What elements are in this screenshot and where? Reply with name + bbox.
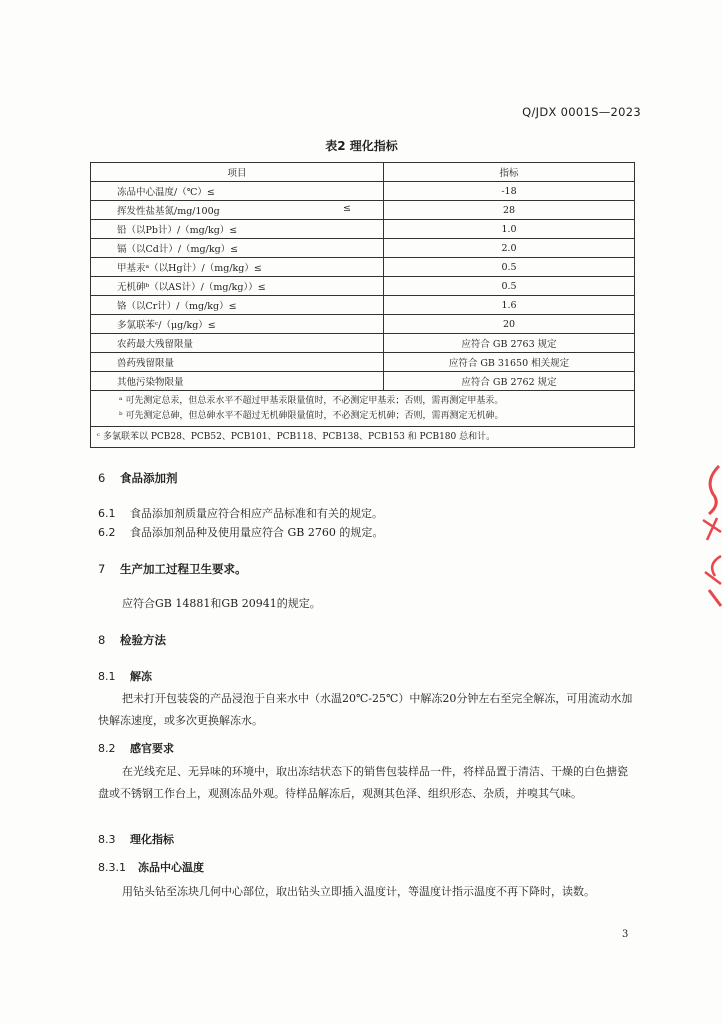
row-item-symbol: ≤ xyxy=(343,203,351,214)
section-number: 6 xyxy=(98,471,106,485)
row-item: 镉（以Cd计）/（mg/kg）≤ xyxy=(91,239,384,258)
row-item: 甲基汞ᵃ（以Hg计）/（mg/kg）≤ xyxy=(91,258,384,277)
table-row xyxy=(91,353,635,372)
table-row xyxy=(91,239,635,258)
section-number: 8 xyxy=(98,633,106,647)
row-item: 铅（以Pb计）/（mg/kg）≤ xyxy=(91,220,384,239)
row-item: 其他污染物限量 xyxy=(91,372,384,391)
clause-8-3-1-heading xyxy=(98,859,204,875)
section-title: 生产加工过程卫生要求。 xyxy=(120,562,247,576)
clause-number: 6.1 xyxy=(98,507,116,520)
physicochemical-table xyxy=(90,162,635,448)
clause-number: 8.2 xyxy=(98,742,116,755)
clause-number: 8.3 xyxy=(98,833,116,846)
note-a: ᵃ 可先测定总汞，但总汞水平不超过甲基汞限量值时，不必测定甲基汞；否则，需再测定甲基汞。 xyxy=(119,396,504,406)
section-7-text: 应符合GB 14881和GB 20941的规定。 xyxy=(122,597,321,610)
table-title: 表2 理化指标 xyxy=(325,139,398,153)
section-title: 检验方法 xyxy=(120,633,166,647)
section-number: 7 xyxy=(98,562,106,576)
section-8-heading xyxy=(98,632,166,648)
table-row xyxy=(91,258,635,277)
red-seal-stamp-icon xyxy=(695,460,723,610)
page-number: 3 xyxy=(622,929,629,940)
row-value: -18 xyxy=(384,182,635,201)
row-value: 1.6 xyxy=(384,296,635,315)
row-item xyxy=(91,201,384,220)
clause-8-1-text: 把未打开包装袋的产品浸泡于自来水中（水温20℃-25℃）中解冻20分钟左右至完全解冻，可用流动水加快解冻速度，或多次更换解冻水。 xyxy=(98,692,633,727)
row-value: 20 xyxy=(384,315,635,334)
clause-number: 8.1 xyxy=(98,670,116,683)
row-value: 应符合 GB 2762 规定 xyxy=(384,372,635,391)
table-row xyxy=(91,277,635,296)
table-row xyxy=(91,372,635,391)
row-value: 应符合 GB 31650 相关规定 xyxy=(384,353,635,372)
clause-8-3-1-text: 用钻头钻至冻块几何中心部位，取出钻头立即插入温度计，等温度计指示温度不再下降时，读数。 xyxy=(122,885,595,898)
table-row xyxy=(91,220,635,239)
clause-6-1 xyxy=(98,505,383,521)
clause-8-3-heading xyxy=(98,831,174,847)
row-item-text: 挥发性盐基氮/mg/100g xyxy=(117,206,220,217)
column-header-item: 项目 xyxy=(91,163,384,182)
clause-8-1-heading xyxy=(98,668,152,684)
note-b: ᵇ 可先测定总砷，但总砷水平不超过无机砷限量值时，不必测定无机砷；否则，需再测定无机砷。 xyxy=(119,411,504,421)
section-title: 食品添加剂 xyxy=(120,471,178,485)
clause-text: 食品添加剂品种及使用量应符合 GB 2760 的规定。 xyxy=(130,526,384,539)
column-header-value: 指标 xyxy=(384,163,635,182)
row-item: 无机砷ᵇ（以AS计）/（mg/kg））≤ xyxy=(91,277,384,296)
row-value: 1.0 xyxy=(384,220,635,239)
row-value: 0.5 xyxy=(384,277,635,296)
table-header-row xyxy=(91,163,635,182)
row-item: 冻品中心温度/（℃）≤ xyxy=(91,182,384,201)
clause-8-2-text: 在光线充足、无异味的环境中，取出冻结状态下的销售包装样品一件，将样品置于清洁、干燥的白色搪瓷盘或不锈钢工作台上，观测冻品外观。待样品解冻后，观测其色泽、组织形态、杂质，并嗅其气味。 xyxy=(98,765,628,800)
table-row xyxy=(91,182,635,201)
clause-title: 理化指标 xyxy=(130,833,174,846)
clause-6-2 xyxy=(98,524,383,540)
table-row xyxy=(91,315,635,334)
table-row xyxy=(91,296,635,315)
row-value: 0.5 xyxy=(384,258,635,277)
row-value: 应符合 GB 2763 规定 xyxy=(384,334,635,353)
row-item: 铬（以Cr计）/（mg/kg）≤ xyxy=(91,296,384,315)
row-value: 28 xyxy=(384,201,635,220)
table-row xyxy=(91,201,635,220)
table-notes-row xyxy=(91,427,635,448)
table-row xyxy=(91,334,635,353)
row-item: 农药最大残留限量 xyxy=(91,334,384,353)
clause-number: 6.2 xyxy=(98,526,116,539)
note-c: ᶜ 多氯联苯以 PCB28、PCB52、PCB101、PCB118、PCB138、PCB153 和 PCB180 总和计。 xyxy=(91,427,635,448)
row-item: 多氯联苯ᶜ/（μg/kg）≤ xyxy=(91,315,384,334)
standard-code: Q/JDX 0001S—2023 xyxy=(522,105,641,119)
clause-text: 食品添加剂质量应符合相应产品标准和有关的规定。 xyxy=(130,507,383,520)
clause-number: 8.3.1 xyxy=(98,861,126,874)
table-notes xyxy=(91,391,635,427)
section-6-heading xyxy=(98,470,178,486)
clause-8-2-heading xyxy=(98,740,174,756)
clause-title: 感官要求 xyxy=(130,742,174,755)
clause-title: 解冻 xyxy=(130,670,152,683)
section-7-heading xyxy=(98,561,247,577)
row-value: 2.0 xyxy=(384,239,635,258)
clause-title: 冻品中心温度 xyxy=(138,861,204,874)
row-item: 兽药残留限量 xyxy=(91,353,384,372)
table-notes-row xyxy=(91,391,635,427)
